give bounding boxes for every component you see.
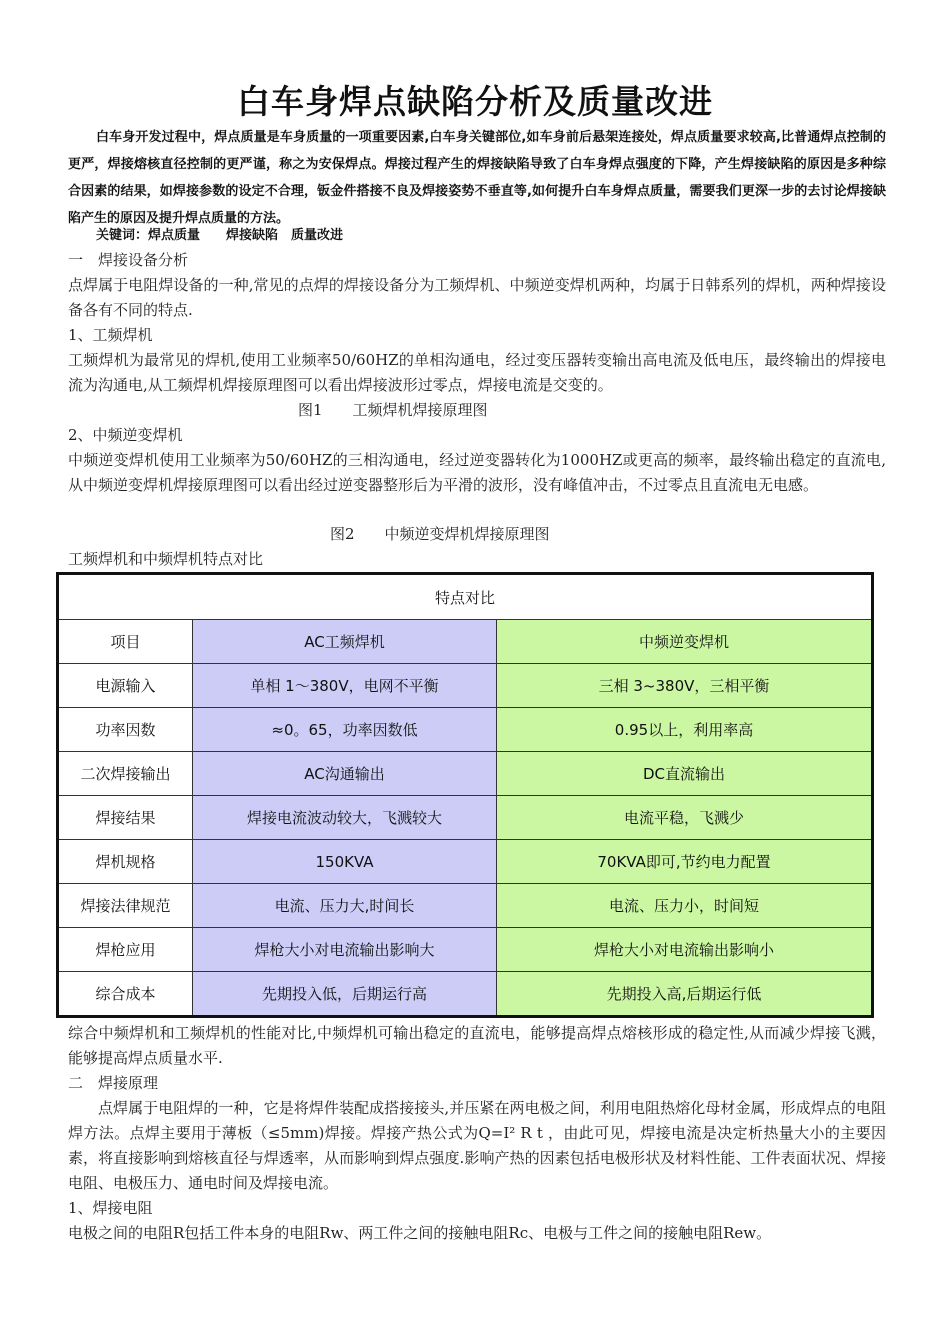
table-cell-ac: 焊接电流波动较大，飞溅较大 xyxy=(193,796,497,840)
subsection1-paragraph: 工频焊机为最常见的焊机,使用工业频率50/60HZ的单相沟通电，经过变压器转变输出高电流及低电压，最终输出的焊接电流为沟通电,从工频焊机焊接原理图可以看出焊接波形过零点，焊接电流是交变的。 xyxy=(68,351,886,394)
section1-paragraph: 点焊属于电阻焊设备的一种,常见的点焊的焊接设备分为工频焊机、中频逆变焊机两种，均属于日韩系列的焊机，两种焊接设备各有不同的特点. xyxy=(68,276,886,319)
section2-heading: 二 焊接原理 xyxy=(68,1074,159,1092)
table-cell-ac: 150KVA xyxy=(193,840,497,884)
table-row xyxy=(58,796,873,840)
table-cell-item: 焊接结果 xyxy=(58,796,193,840)
summary-paragraph: 综合中频焊机和工频焊机的性能对比,中频焊机可输出稳定的直流电，能够提高焊点熔核形成的稳定性,从而减少焊接飞溅，能够提高焊点质量水平. xyxy=(68,1024,886,1067)
table-cell-mf: 电流平稳，飞溅少 xyxy=(497,796,873,840)
table-cell-mf: 先期投入高,后期运行低 xyxy=(497,972,873,1017)
subsection1-heading: 1、工频焊机 xyxy=(68,326,153,344)
table-row xyxy=(58,928,873,972)
table-cell-item: 焊接法律规范 xyxy=(58,884,193,928)
table-row xyxy=(58,620,873,664)
figure1-caption: 图1 工频焊机焊接原理图 xyxy=(298,401,488,419)
table-intro: 工频焊机和中频焊机特点对比 xyxy=(68,550,264,568)
keywords-line: 关键词：焊点质量 焊接缺陷 质量改进 xyxy=(96,228,344,243)
table-cell-ac: 先期投入低，后期运行高 xyxy=(193,972,497,1017)
table-cell-mf: 0.95以上，利用率高 xyxy=(497,708,873,752)
table-row xyxy=(58,972,873,1017)
section1-heading: 一 焊接设备分析 xyxy=(68,251,189,269)
table-cell-ac: 焊枪大小对电流输出影响大 xyxy=(193,928,497,972)
table-row xyxy=(58,840,873,884)
table-row xyxy=(58,884,873,928)
table-header-row xyxy=(58,574,873,620)
table-cell-item: 焊枪应用 xyxy=(58,928,193,972)
table-cell-mf: 70KVA即可,节约电力配置 xyxy=(497,840,873,884)
figure2-caption: 图2 中频逆变焊机焊接原理图 xyxy=(330,525,550,543)
comparison-table xyxy=(56,572,874,1018)
table-cell-mf: 三相 3~380V，三相平衡 xyxy=(497,664,873,708)
table-cell-mf: 电流、压力小，时间短 xyxy=(497,884,873,928)
table-row xyxy=(58,708,873,752)
table-cell-ac: 单相 1～380V，电网不平衡 xyxy=(193,664,497,708)
table-cell-ac: 电流、压力大,时间长 xyxy=(193,884,497,928)
table-cell-mf: 焊枪大小对电流输出影响小 xyxy=(497,928,873,972)
abstract-paragraph: 白车身开发过程中，焊点质量是车身质量的一项重要因素,白车身关键部位,如车身前后悬架连接处，焊点质量要求较高,比普通焊点控制的更严，焊接熔核直径控制的更严谨，称之为安保焊点。焊接过程产生的焊接缺陷导致了白车身焊点强度的下降，产生焊接缺陷的原因是多种综合因素的结果，如焊接参数的设定不合理，钣金件搭接不良及焊接姿势不垂直等,如何提升白车身焊点质量，需要我们更深一步的去讨论焊接缺陷产生的原因及提升焊点质量的方法。 xyxy=(68,130,886,226)
subsection3-heading: 1、焊接电阻 xyxy=(68,1199,153,1217)
table-row xyxy=(58,752,873,796)
table-cell-item: 焊机规格 xyxy=(58,840,193,884)
table-cell-item: 项目 xyxy=(58,620,193,664)
table-cell-mf: 中频逆变焊机 xyxy=(497,620,873,664)
table-cell-ac: AC沟通输出 xyxy=(193,752,497,796)
table-cell-item: 二次焊接输出 xyxy=(58,752,193,796)
subsection2-paragraph: 中频逆变焊机使用工业频率为50/60HZ的三相沟通电，经过逆变器转化为1000HZ或更高的频率，最终输出稳定的直流电,从中频逆变焊机焊接原理图可以看出经过逆变器整形后为平滑的波形，没有峰值冲击，不过零点且直流电无电感。 xyxy=(68,451,886,494)
subsection3-paragraph: 电极之间的电阻R包括工件本身的电阻Rw、两工件之间的接触电阻Rc、电极与工件之间的接触电阻Rew。 xyxy=(68,1224,772,1242)
table-cell-ac: AC工频焊机 xyxy=(193,620,497,664)
document-title: 白车身焊点缺陷分析及质量改进 xyxy=(237,82,713,121)
table-row xyxy=(58,664,873,708)
subsection2-heading: 2、中频逆变焊机 xyxy=(68,426,183,444)
table-header: 特点对比 xyxy=(58,574,873,620)
table-cell-item: 电源输入 xyxy=(58,664,193,708)
table-cell-item: 功率因数 xyxy=(58,708,193,752)
table-cell-mf: DC直流输出 xyxy=(497,752,873,796)
table-cell-ac: ≈0。65，功率因数低 xyxy=(193,708,497,752)
section2-paragraph: 点焊属于电阻焊的一种，它是将焊件装配成搭接接头,并压紧在两电极之间，利用电阻热熔化母材金属，形成焊点的电阻焊方法。点焊主要用于薄板（≤5mm)焊接。焊接产热公式为Q=I² R t ，由此可见，焊接电流是决定析热量大小的主要因素，将直接影响到熔核直径与焊透率，从而影响到焊点强度.影响产热的因素包括电极形状及材料性能、工件表面状况、焊接电阻、电极压力、通电时间及焊接电流。 xyxy=(68,1099,886,1192)
table-cell-item: 综合成本 xyxy=(58,972,193,1017)
